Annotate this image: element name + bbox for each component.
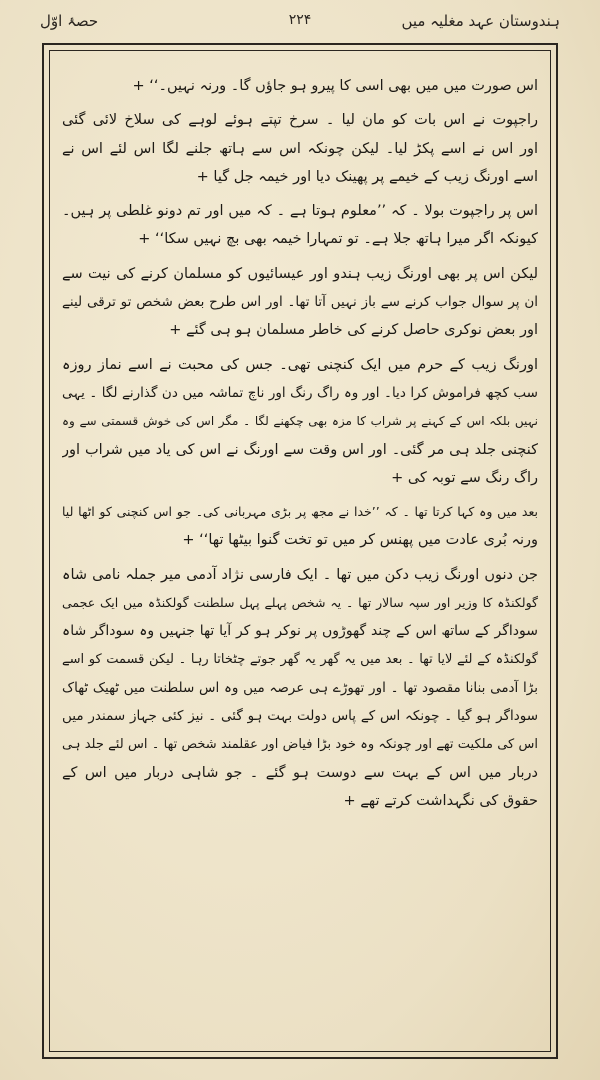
text-line: جن دنوں اورنگ زیب دکن میں تھا ۔ ایک فارسی نژاد آدمی میر جملہ نامی شاہ <box>62 566 538 583</box>
text-line: سوداگر ہو گیا ۔ چونکہ اس کے پاس دولت بہت ہو گئی ۔ نیز کئی جہاز سمندر میں <box>62 708 538 725</box>
text-line: اور بعض نوکری حاصل کرنے کی خاطر مسلمان ہو ہی گئے + <box>169 322 538 339</box>
paragraph <box>62 351 538 492</box>
text-line: ان پر سوال جواب کرنے سے باز نہیں آتا تھا۔ اور اس طرح بعض شخص تو ترقی لینے <box>62 294 538 311</box>
body-text <box>62 72 538 1032</box>
paragraph <box>62 260 538 345</box>
text-line: اورنگ زیب کے حرم میں ایک کنچنی تھی۔ جس کی محبت نے اسے نماز روزہ <box>62 356 538 373</box>
text-line: اور اس نے اسے پکڑ لیا۔ لیکن چونکہ اس سے ہاتھ جلنے لگا اس لئے اس نے <box>62 140 538 157</box>
text-line: کیونکہ اگر میرا ہاتھ جلا ہے۔ تو تمہارا خیمہ بھی بچ نہیں سکا‘‘ + <box>138 231 538 248</box>
text-line: سوداگر کے ساتھ اس کے چند گھوڑوں پر نوکر ہو کر آیا تھا جنہیں وہ سوداگر شاہ <box>62 623 538 640</box>
running-head <box>40 8 560 38</box>
text-line: اسے اورنگ زیب کے خیمے پر پھینک دیا اور خیمہ جل گیا + <box>196 168 538 185</box>
paragraph <box>62 561 538 816</box>
paragraph <box>62 197 538 254</box>
text-line: راگ رنگ سے توبہ کی + <box>391 469 538 486</box>
text-line: گولکنڈہ کے لئے لایا تھا ۔ بعد میں یہ گھر یہ گھر جوتے چٹخاتا رہا ۔ لیکن قسمت کو اسے <box>62 651 538 667</box>
text-line: سب کچھ فراموش کرا دیا۔ اور وہ راگ رنگ اور ناچ تماشہ میں دن گذارنے لگا ۔ یہی <box>62 384 538 401</box>
paragraph <box>62 498 538 555</box>
text-line: راجپوت نے اس بات کو مان لیا ۔ سرخ تپتے ہوئے لوہے کی سلاخ لائی گئی <box>62 112 538 129</box>
paragraph <box>62 72 538 100</box>
text-line: اس صورت میں میں بھی اسی کا پیرو ہو جاؤں گا۔ ورنہ نہیں۔‘‘ + <box>132 78 538 94</box>
book-title: ہندوستان عہد مغلیہ میں <box>401 12 560 30</box>
text-line: بعد میں وہ کہا کرتا تھا ۔ کہ ’’خدا نے مجھ پر بڑی مہربانی کی۔ جو اس کنچنی کو اٹھا لیا <box>62 504 538 520</box>
paragraph <box>62 106 538 191</box>
text-line: نہیں بلکہ اس کے کہنے پر شراب کا مزہ بھی چکھنے لگا ۔ مگر اس کی خوش قسمتی سے وہ <box>62 414 538 429</box>
page-number: ۲۲۴ <box>288 12 312 28</box>
text-line: لیکن اس پر بھی اورنگ زیب ہندو اور عیسائیوں کو مسلمان کرنے کی نیت سے <box>62 265 538 282</box>
text-line: اس پر راجپوت بولا ۔ کہ ’’معلوم ہوتا ہے ۔ کہ میں اور تم دونو غلطی پر ہیں۔ <box>62 203 538 220</box>
text-line: دربار میں اس کے بہت سے دوست ہو گئے ۔ جو شاہی دربار میں اس کے <box>62 764 538 781</box>
text-line: اس کی ملکیت تھے اور چونکہ وہ خود بڑا فیاض اور عقلمند شخص تھا ۔ اس لئے جلد ہی <box>62 736 538 752</box>
text-line: ورنہ بُری عادت میں پھنس کر میں تو تخت گنوا بیٹھا تھا‘‘ + <box>182 532 538 549</box>
text-line: کنچنی جلد ہی مر گئی۔ اور اس وقت سے اورنگ نے اس کی یاد میں شراب اور <box>62 441 538 458</box>
text-line: حقوق کی نگہداشت کرتے تھے + <box>343 793 538 810</box>
section-label: حصۂ اوّل <box>40 12 99 30</box>
text-line: گولکنڈہ کا وزیر اور سپہ سالار تھا ۔ یہ شخص پہلے پہل سلطنت گولکنڈہ میں ایک عجمی <box>62 595 538 611</box>
text-line: بڑا آدمی بنانا مقصود تھا ۔ اور تھوڑے ہی عرصہ میں وہ اس سلطنت میں ٹھیک ٹھاک <box>62 679 538 696</box>
